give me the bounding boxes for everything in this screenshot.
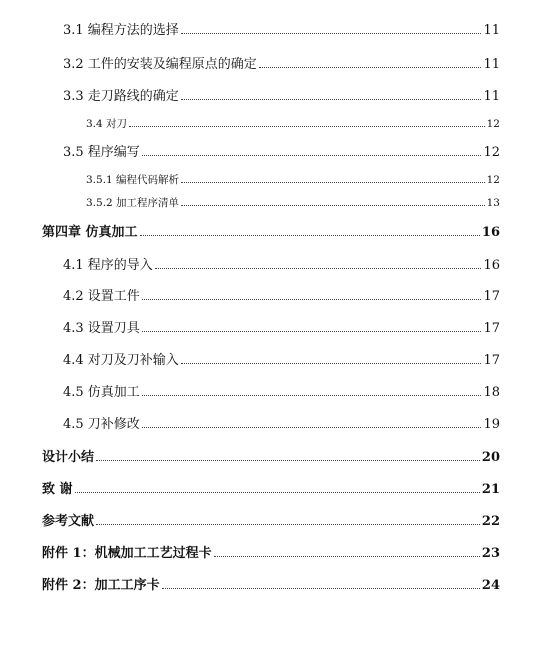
toc-entry-label: 4.4 对刀及刀补输入 — [63, 353, 179, 368]
toc-page-number: 21 — [481, 482, 500, 497]
toc-page-number: 20 — [481, 450, 500, 465]
toc-entry-label: 附件 1：机械加工工艺过程卡 — [42, 546, 212, 561]
toc-page-number: 11 — [483, 57, 500, 72]
toc-entry-label: 参考文献 — [42, 514, 95, 529]
toc-leader-dots — [142, 299, 482, 300]
toc-leader-dots — [181, 33, 482, 34]
toc-entry-4-4[interactable] — [63, 354, 500, 367]
toc-leader-dots — [181, 182, 485, 183]
toc-leader-dots — [142, 395, 482, 396]
toc-leader-dots — [142, 427, 482, 428]
toc-entry-label: 设计小结 — [42, 450, 95, 465]
toc-entry-4-2[interactable] — [63, 290, 500, 303]
toc-leader-dots — [181, 205, 485, 206]
toc-page-number: 18 — [483, 385, 500, 400]
toc-leader-dots — [155, 268, 482, 269]
toc-entry-label: 第四章 仿真加工 — [42, 225, 138, 240]
toc-page-number: 13 — [486, 197, 500, 209]
toc-entry-acknowledgements[interactable] — [42, 483, 500, 496]
toc-page-number: 17 — [483, 353, 500, 368]
toc-entry-label: 4.1 程序的导入 — [63, 258, 153, 273]
toc-leader-dots — [259, 67, 482, 68]
toc-leader-dots — [96, 460, 480, 461]
toc-entry-label: 3.3 走刀路线的确定 — [63, 89, 179, 104]
toc-leader-dots — [142, 155, 482, 156]
toc-leader-dots — [75, 492, 480, 493]
toc-entry-appendix-1[interactable] — [42, 547, 500, 560]
toc-leader-dots — [129, 126, 485, 127]
toc-entry-3-2[interactable] — [63, 58, 500, 71]
toc-page-number: 22 — [481, 514, 500, 529]
toc-entry-label: 4.5 刀补修改 — [63, 417, 140, 432]
toc-page-number: 12 — [486, 174, 500, 186]
toc-page-number: 12 — [483, 145, 500, 160]
toc-entry-label: 3.5 程序编写 — [63, 145, 140, 160]
toc-entry-label: 致 谢 — [42, 482, 73, 497]
toc-entry-3-4[interactable] — [86, 119, 500, 130]
toc-page-number: 12 — [486, 118, 500, 130]
toc-page-number: 17 — [483, 289, 500, 304]
toc-entry-4-5-simulation[interactable] — [63, 386, 500, 399]
toc-page-number: 11 — [483, 89, 500, 104]
toc-entry-label: 3.5.2 加工程序清单 — [86, 197, 180, 209]
toc-leader-dots — [181, 363, 482, 364]
toc-entry-3-1[interactable] — [63, 24, 500, 37]
toc-leader-dots — [181, 99, 482, 100]
toc-entry-3-5-1[interactable] — [86, 175, 500, 186]
toc-entry-label: 4.5 仿真加工 — [63, 385, 140, 400]
toc-entry-label: 3.5.1 编程代码解析 — [86, 174, 180, 186]
toc-page-number: 11 — [483, 23, 500, 38]
toc-entry-appendix-2[interactable] — [42, 579, 500, 592]
toc-page-number: 16 — [481, 225, 500, 240]
toc-page-number: 24 — [481, 578, 500, 593]
toc-entry-4-1[interactable] — [63, 259, 500, 272]
toc-entry-label: 4.3 设置刀具 — [63, 321, 140, 336]
toc-entry-label: 4.2 设置工件 — [63, 289, 140, 304]
toc-leader-dots — [142, 331, 482, 332]
toc-entry-3-5-2[interactable] — [86, 198, 500, 209]
toc-entry-references[interactable] — [42, 515, 500, 528]
toc-entry-4-5-tool-compensation[interactable] — [63, 418, 500, 431]
toc-entry-3-5[interactable] — [63, 146, 500, 159]
toc-entry-4-3[interactable] — [63, 322, 500, 335]
toc-entry-3-3[interactable] — [63, 90, 500, 103]
toc-leader-dots — [162, 588, 480, 589]
toc-leader-dots — [214, 556, 480, 557]
toc-page-number: 16 — [483, 258, 500, 273]
toc-entry-chapter-4[interactable] — [42, 226, 500, 239]
toc-leader-dots — [140, 235, 480, 236]
toc-entry-label: 附件 2：加工工序卡 — [42, 578, 160, 593]
toc-page-number: 23 — [481, 546, 500, 561]
toc-page-number: 19 — [483, 417, 500, 432]
toc-entry-label: 3.1 编程方法的选择 — [63, 23, 179, 38]
toc-leader-dots — [96, 524, 480, 525]
toc-page-number: 17 — [483, 321, 500, 336]
toc-entry-design-summary[interactable] — [42, 451, 500, 464]
toc-entry-label: 3.4 对刀 — [86, 118, 128, 130]
toc-entry-label: 3.2 工件的安装及编程原点的确定 — [63, 57, 257, 72]
